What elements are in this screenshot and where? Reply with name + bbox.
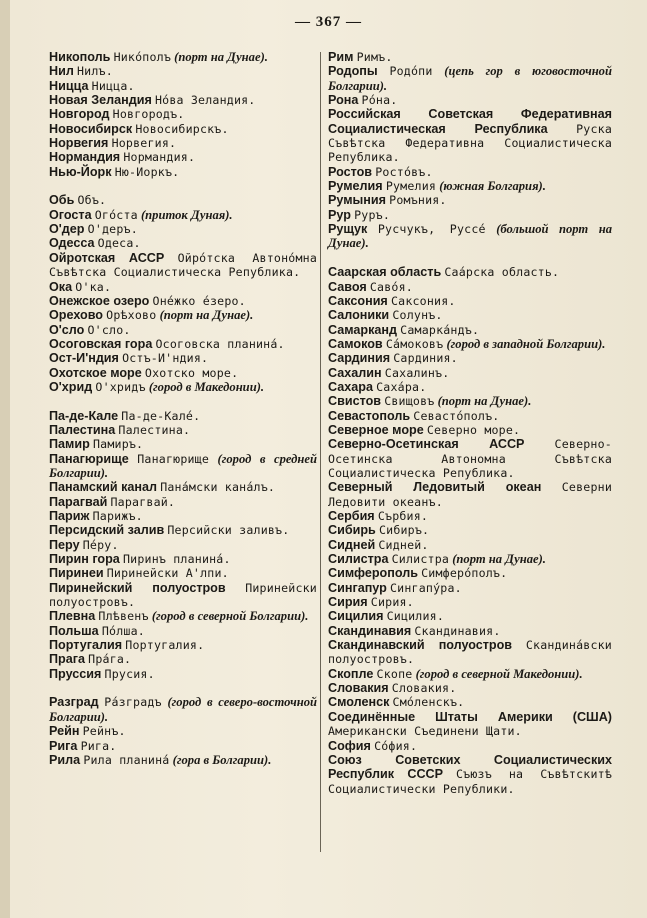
entry-translation: Северно-Осетинска Автономна Съвѣтска Социалистическа Република. [328,437,612,480]
entry-translation: Онéжко éзеро. [152,293,246,308]
entry-headword: Ока [49,279,73,294]
entry-headword: Сардиния [328,351,391,366]
entry-translation: Саáрска область. [444,265,560,280]
entry-headword: О'сло [49,322,85,337]
entry-headword: Новосибирск [49,121,133,136]
dictionary-entry [328,437,612,480]
entry-headword: Северно-Осетинская АССР [328,437,525,452]
entry-headword: Панамский канал [49,480,158,495]
dictionary-entry [328,566,612,580]
dictionary-entry [328,323,612,337]
entry-headword: Новая Зеландия [49,93,152,108]
entry-headword: Португалия [49,638,123,653]
entry-translation: Нормандия. [123,150,196,165]
entry-headword: Панагюрище [49,451,129,466]
entry-note: (порт на Дунае). [174,50,268,64]
dictionary-entry [49,236,317,250]
entry-headword: Родопы [328,64,378,79]
entry-translation: Румелия [385,179,437,194]
entry-headword: Ост-И'ндия [49,351,119,366]
entry-note: (цепь гор в юговосточной Болгарии). [328,64,612,93]
entry-translation: Объ. [77,193,107,208]
dictionary-entry [49,150,317,164]
dictionary-entry [328,366,612,380]
dictionary-entry [328,222,612,251]
entry-headword: Па-де-Кале [49,408,119,423]
dictionary-entry [328,409,612,423]
dictionary-entry [49,294,317,308]
entry-translation: Рóна. [361,93,398,108]
entry-headword: Охотское море [49,365,142,380]
dictionary-entry [328,538,612,552]
entry-translation: Сицилия. [386,609,445,624]
dictionary-entry [49,93,317,107]
entry-headword: Сицилия [328,609,384,624]
entry-headword: Огоста [49,207,92,222]
entry-headword: Пирин гора [49,552,120,567]
dictionary-entry [49,437,317,451]
entry-headword: Персидский залив [49,523,165,538]
dictionary-entry [49,652,317,666]
dictionary-entry [49,323,317,337]
dictionary-entry [49,495,317,509]
entry-note: (большой порт на Дунае). [328,222,612,251]
dictionary-entry [49,280,317,294]
entry-headword: Разград [49,695,99,710]
dictionary-entry [49,251,317,280]
page-number: — 367 — [295,14,362,30]
section-gap [49,681,317,695]
entry-translation: Самаркáндъ. [400,322,480,337]
entry-headword: О'хрид [49,379,93,394]
entry-headword: Сербия [328,509,375,523]
entry-headword: Салоники [328,308,390,323]
entry-translation: Рила планинá [83,752,170,767]
entry-translation: Памиръ. [92,437,144,452]
dictionary-entry [328,480,612,509]
dictionary-entry [328,394,612,408]
entry-headword: Прага [49,652,85,667]
entry-headword: Пруссия [49,666,102,681]
entry-headword: Саксония [328,293,388,308]
dictionary-entry [49,64,317,78]
entry-headword: Перу [49,537,80,552]
dictionary-entry [328,193,612,207]
entry-translation: Рáзградъ [104,695,162,710]
entry-headword: Палестина [49,422,116,437]
entry-note: (город в северной Болгарии). [151,609,309,624]
entry-headword: Осоговская гора [49,336,153,351]
entry-headword: Нил [49,64,74,79]
entry-note: (город в северо-восточной Болгарии). [49,695,317,724]
entry-translation: Родóпи [389,64,433,79]
entry-translation: Скандинавия. [414,623,501,638]
entry-headword: Рим [328,50,354,64]
entry-headword: Рущук [328,222,368,237]
entry-translation: Северно море. [426,422,521,437]
dictionary-entry [49,366,317,380]
entry-translation: Пиринейски полуостровъ. [49,580,317,610]
entry-translation: Сидней. [378,537,429,552]
entry-headword: Свистов [328,394,382,409]
entry-headword: Парагвай [49,494,108,509]
entry-headword: София [328,738,371,753]
dictionary-entry [328,308,612,322]
entry-headword: Париж [49,509,90,523]
entry-translation: Ойрóтска Автонóмна Съвѣтска Социалистическа Република. [49,250,318,280]
dictionary-entry [49,624,317,638]
entry-translation: Руръ. [354,207,390,222]
section-gap [49,179,317,193]
dictionary-entry [328,165,612,179]
dictionary-entry [49,79,317,93]
entry-headword: Ницца [49,78,89,93]
dictionary-entry [328,294,612,308]
dictionary-entry [328,695,612,709]
entry-translation: Одеса. [97,236,141,251]
entry-translation: Савóя. [369,279,413,294]
left-column [49,50,317,767]
dictionary-entry [49,409,317,423]
entry-translation: Пиринейски А'лпи. [106,566,229,581]
dictionary-entry [49,538,317,552]
dictionary-entry [49,208,317,222]
entry-headword: Одесса [49,236,95,251]
entry-headword: Скандинавский полуостров [328,638,513,653]
entry-translation: Солунъ. [392,308,443,323]
entry-translation: О'деръ. [87,222,138,237]
dictionary-entry [328,667,612,681]
entry-translation: Симферóполъ. [421,566,508,581]
entry-translation: Сибиръ. [378,523,430,538]
entry-translation: Сингапýра. [390,580,462,595]
entry-translation: Охотско море. [144,365,239,380]
dictionary-entry [328,581,612,595]
dictionary-entry [49,165,317,179]
entry-note: (город в западной Болгарии). [446,336,606,351]
dictionary-entry [328,681,612,695]
entry-translation: Словакия. [391,681,457,696]
entry-headword: Орехово [49,308,103,323]
entry-headword: Рила [49,752,81,767]
dictionary-entry [49,667,317,681]
entry-headword: Сахара [328,379,373,394]
dictionary-entry [49,351,317,365]
entry-headword: О'дер [49,222,85,237]
entry-headword: Соединённые Штаты Америки (США) [328,709,612,724]
entry-translation: Сирия. [370,595,414,610]
entry-headword: Нью-Йорк [49,164,112,179]
entry-note: (порт на Дунае). [159,308,254,323]
entry-headword: Сидней [328,537,376,552]
dictionary-entry [328,609,612,623]
entry-note: (порт на Дунае). [437,394,532,409]
section-gap [49,394,317,408]
entry-translation: Орѣхово [106,308,157,323]
entry-translation: Норвегия. [111,136,177,151]
dictionary-entry [49,107,317,121]
entry-translation: Ницца. [91,78,135,93]
entry-headword: Онежское озеро [49,293,150,308]
entry-headword: Савоя [328,279,367,294]
entry-translation: О'ка. [75,279,112,294]
right-column [328,50,612,796]
entry-headword: Рига [49,738,78,753]
entry-headword: Словакия [328,681,389,696]
dictionary-entry [49,50,317,64]
entry-headword: Российская Советская Федеративная Социалистическая Республика [328,107,612,136]
dictionary-entry [49,523,317,537]
dictionary-entry [328,380,612,394]
entry-headword: Смоленск [328,695,390,710]
entry-headword: Никополь [49,50,111,64]
dictionary-entry [49,509,317,523]
dictionary-entry [328,208,612,222]
dictionary-entry [328,107,612,164]
dictionary-entry [49,753,317,767]
entry-translation: Скопе [376,666,413,681]
entry-translation: Американски Съединени Щати. [328,724,522,739]
entry-translation: Персийски заливъ. [167,523,290,538]
dictionary-entry [49,566,317,580]
entry-translation: Прáга. [88,652,132,667]
dictionary-entry [49,452,317,481]
entry-translation: Свищовъ [384,394,435,409]
entry-headword: Пиринеи [49,566,104,581]
dictionary-entry [328,351,612,365]
entry-note: (гора в Болгарии). [172,752,272,767]
entry-headword: Румелия [328,179,383,194]
dictionary-entry [328,93,612,107]
entry-translation: Португалия. [125,638,205,653]
dictionary-entry [328,552,612,566]
entry-headword: Сирия [328,595,368,610]
entry-headword: Северное море [328,422,424,437]
entry-translation: Плѣвенъ [98,609,149,624]
dictionary-entry [328,64,612,93]
dictionary-entry [328,753,612,796]
entry-headword: Ойротская АССР [49,250,165,265]
entry-translation: Силистра [391,552,450,567]
entry-translation: Осоговска планинá. [155,336,285,351]
entry-translation: Севастóполъ. [413,408,500,423]
entry-translation: Пóлша. [101,623,145,638]
entry-headword: Скопле [328,666,374,681]
entry-headword: Рейн [49,724,80,739]
entry-translation: Огóста [94,207,138,222]
entry-headword: Сибирь [328,523,376,538]
entry-translation: Никóполъ [113,50,172,64]
dictionary-entry [49,193,317,207]
entry-headword: Рона [328,93,359,108]
entry-headword: Сингапур [328,580,387,595]
entry-translation: Нóва Зеландия. [154,93,256,108]
entry-headword: Румыния [328,193,387,208]
entry-translation: Парагвай. [110,494,176,509]
dictionary-entry [328,638,612,667]
entry-translation: О'хридъ [95,379,146,394]
dictionary-entry [49,724,317,738]
dictionary-entry [328,337,612,351]
dictionary-entry [49,552,317,566]
entry-translation: Сáмоковъ [385,336,444,351]
entry-note: (приток Дуная). [140,207,233,222]
entry-headword: Обь [49,193,75,208]
entry-translation: Руска Съвѣтска Федеративна Социалистическа Република. [328,121,612,165]
entry-translation: Русчукъ, Руссé [377,222,486,237]
entry-translation: Прусия. [104,666,155,681]
entry-headword: Симферополь [328,566,418,581]
entry-translation: Пиринъ планинá. [122,552,231,567]
entry-headword: Силистра [328,552,389,567]
entry-note: (город в Македонии). [148,379,265,394]
dictionary-entry [328,710,612,739]
dictionary-entry [49,423,317,437]
dictionary-entry [49,222,317,236]
entry-translation: Саксония. [390,293,456,308]
dictionary-entry [49,308,317,322]
entry-translation: Панáмски канáлъ. [160,480,276,495]
entry-translation: Новгородъ. [112,107,185,122]
entry-headword: Норвегия [49,136,109,151]
entry-headword: Сахалин [328,365,382,380]
dictionary-entry [328,280,612,294]
entry-translation: Новосибирскъ. [135,121,229,136]
entry-translation: Пéру. [82,537,119,552]
entry-headword: Нормандия [49,150,121,165]
entry-translation: Сардиния. [393,351,458,366]
entry-headword: Самоков [328,336,383,351]
entry-note: (южная Болгария). [439,179,546,194]
dictionary-entry [328,50,612,64]
entry-translation: Рига. [80,738,117,753]
entry-translation: Ростóвъ. [375,164,433,179]
entry-translation: Северни Ледовити океанъ. [328,480,612,509]
entry-translation: Смóленскъ. [392,695,465,710]
dictionary-entry [49,695,317,724]
dictionary-entry [328,265,612,279]
entry-headword: Саарская область [328,265,442,280]
entry-translation: Нилъ. [77,64,113,79]
dictionary-entry [328,523,612,537]
dictionary-entry [328,624,612,638]
dictionary-entry [328,595,612,609]
dictionary-entry [49,380,317,394]
entry-note: (порт на Дунае). [452,552,546,567]
dictionary-entry [49,581,317,610]
entry-translation: Сахалинъ. [384,365,450,380]
section-gap [328,251,612,265]
entry-translation: Па-де-Калé. [121,408,201,423]
entry-translation: Сóфия. [374,738,418,753]
entry-translation: Съюзъ на Съвѣтскитѣ Социалистически Републики. [328,767,612,796]
entry-headword: Плевна [49,609,96,624]
entry-translation: О'сло. [87,322,131,337]
entry-translation: Панагюрище [137,451,210,466]
entry-translation: Ромъния. [389,193,447,208]
entry-translation: Парижъ. [92,509,143,523]
entry-translation: Палестина. [118,422,191,437]
dictionary-entry [49,136,317,150]
dictionary-entry [49,638,317,652]
entry-translation: Рейнъ. [82,724,126,739]
entry-note: (город в северной Македонии). [415,666,583,681]
entry-headword: Самарканд [328,322,398,337]
dictionary-entry [49,609,317,623]
dictionary-entry [49,122,317,136]
entry-headword: Союз Советских Социалистических Республик СССР [328,752,612,782]
dictionary-entry [328,179,612,193]
entry-headword: Пиринейский полуостров [49,580,226,595]
column-divider [320,52,321,852]
entry-translation: Скандинáвски полуостровъ. [328,638,612,667]
entry-translation: Сахáра. [376,379,427,394]
entry-headword: Севастополь [328,408,411,423]
entry-headword: Польша [49,623,99,638]
dictionary-entry [328,423,612,437]
entry-headword: Памир [49,437,90,452]
dictionary-entry [49,739,317,753]
entry-headword: Ростов [328,164,373,179]
dictionary-entry [328,739,612,753]
dictionary-entry [49,337,317,351]
entry-translation: Римъ. [356,50,393,64]
dictionary-entry [49,480,317,494]
entry-translation: Остъ-И'ндия. [122,351,209,366]
dictionary-entry [328,509,612,523]
entry-headword: Рур [328,207,351,222]
entry-headword: Скандинавия [328,623,412,638]
entry-translation: Сърбия. [377,509,429,523]
entry-headword: Северный Ледовитый океан [328,480,542,495]
entry-headword: Новгород [49,107,110,122]
entry-note: (город в средней Болгарии). [49,451,317,480]
entry-translation: Ню-Иоркъ. [114,164,180,179]
